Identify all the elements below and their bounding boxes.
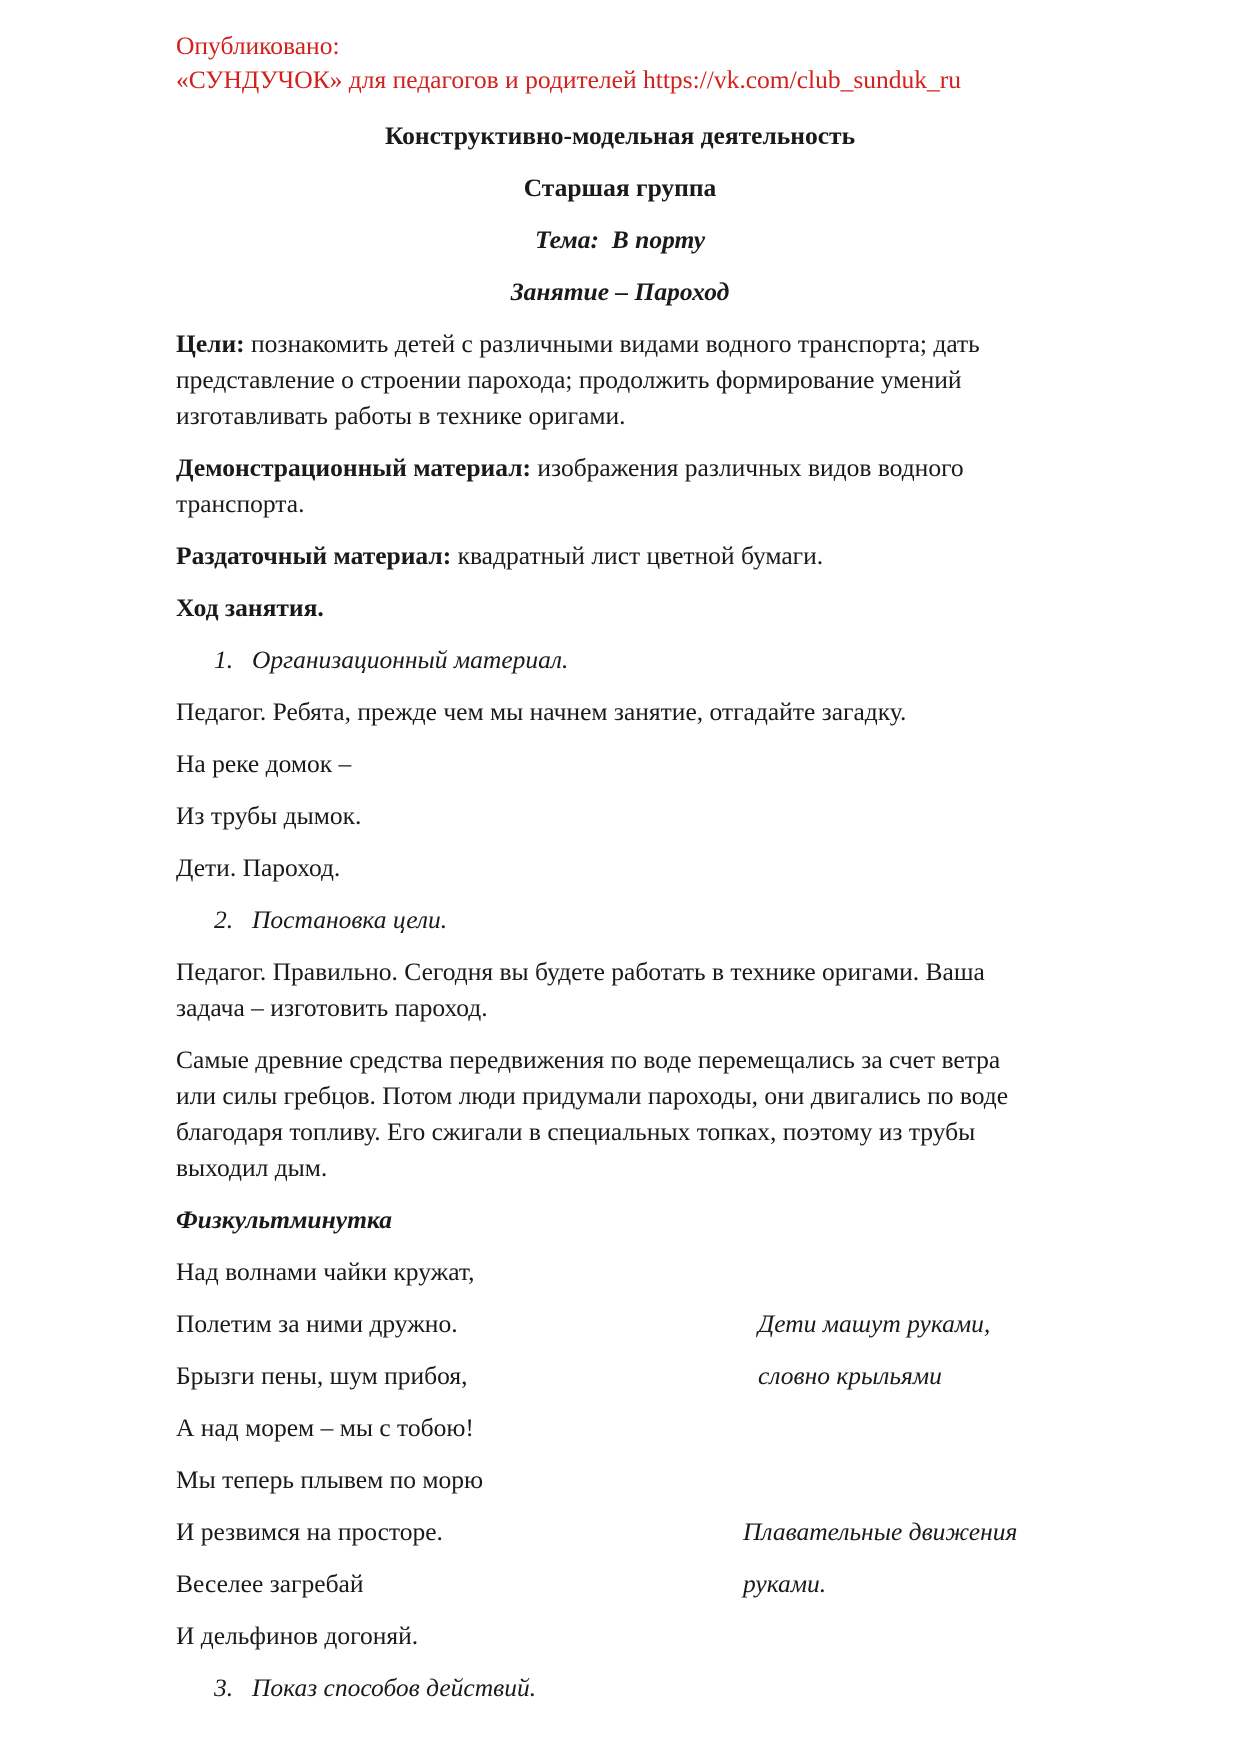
published-source: «СУНДУЧОК» для педагогов и родителей https://vk.com/club_sunduk_ru <box>176 65 962 94</box>
history-line-4: выходил дым. <box>176 1153 328 1182</box>
step-2 <box>214 902 447 938</box>
teacher-line-2: задача – изготовить пароход. <box>176 993 488 1022</box>
goals-text-1: познакомить детей с различными видами водного транспорта; дать <box>251 329 980 358</box>
riddle-answer: Дети. Пароход. <box>176 853 341 882</box>
course-title: Ход занятия. <box>176 593 324 622</box>
handout-line <box>176 538 823 574</box>
verse-line-1: Над волнами чайки кружат, <box>176 1257 475 1286</box>
step-2-title: Постановка цели. <box>252 905 448 934</box>
demo-text-1: изображения различных видов водного <box>537 453 964 482</box>
goals-line-3: изготавливать работы в технике оригами. <box>176 401 626 430</box>
riddle-line-2: Из трубы дымок. <box>176 801 362 830</box>
phys-title: Физкультминутка <box>176 1205 392 1234</box>
riddle-line-1: На реке домок – <box>176 749 352 778</box>
handout-label: Раздаточный материал: <box>176 541 452 570</box>
demo-line-1 <box>176 450 964 486</box>
demo-label: Демонстрационный материал: <box>176 453 532 482</box>
goals-line-1 <box>176 326 980 362</box>
history-line-1: Самые древние средства передвижения по воде перемещались за счет ветра <box>176 1045 1001 1074</box>
verse-note-1b: словно крыльями <box>758 1361 942 1390</box>
verse-line-7: Веселее загребай <box>176 1569 364 1598</box>
verse-note-1a: Дети машут руками, <box>758 1309 991 1338</box>
verse-line-2: Полетим за ними дружно. <box>176 1309 458 1338</box>
verse-line-6: И резвимся на просторе. <box>176 1517 443 1546</box>
verse-note-2b: руками. <box>743 1569 827 1598</box>
group-title: Старшая группа <box>523 173 717 202</box>
theme-title: Тема: В порту <box>534 225 706 254</box>
history-line-3: благодаря топливу. Его сжигали в специальных топках, поэтому из трубы <box>176 1117 976 1146</box>
goals-line-2: представление о строении парохода; продолжить формирование умений <box>176 365 962 394</box>
verse-line-8: И дельфинов догоняй. <box>176 1621 419 1650</box>
published-label: Опубликовано: <box>176 31 340 60</box>
history-line-2: или силы гребцов. Потом люди придумали пароходы, они двигались по воде <box>176 1081 1009 1110</box>
riddle-intro: Педагог. Ребята, прежде чем мы начнем занятие, отгадайте загадку. <box>176 697 907 726</box>
step-3-title: Показ способов действий. <box>252 1673 537 1702</box>
lesson-title: Занятие – Пароход <box>510 277 730 306</box>
step-1 <box>214 642 568 678</box>
step-1-number: 1. <box>214 645 234 674</box>
handout-text: квадратный лист цветной бумаги. <box>457 541 824 570</box>
verse-note-2a: Плавательные движения <box>743 1517 1018 1546</box>
verse-line-3: Брызги пены, шум прибоя, <box>176 1361 468 1390</box>
document-title: Конструктивно-модельная деятельность <box>384 121 856 150</box>
teacher-line-1: Педагог. Правильно. Сегодня вы будете работать в технике оригами. Ваша <box>176 957 985 986</box>
step-1-title: Организационный материал. <box>252 645 569 674</box>
goals-label: Цели: <box>176 329 245 358</box>
step-3-number: 3. <box>214 1673 234 1702</box>
step-3 <box>214 1670 536 1706</box>
verse-line-5: Мы теперь плывем по морю <box>176 1465 484 1494</box>
verse-line-4: А над морем – мы с тобою! <box>176 1413 474 1442</box>
step-2-number: 2. <box>214 905 234 934</box>
demo-line-2: транспорта. <box>176 489 305 518</box>
